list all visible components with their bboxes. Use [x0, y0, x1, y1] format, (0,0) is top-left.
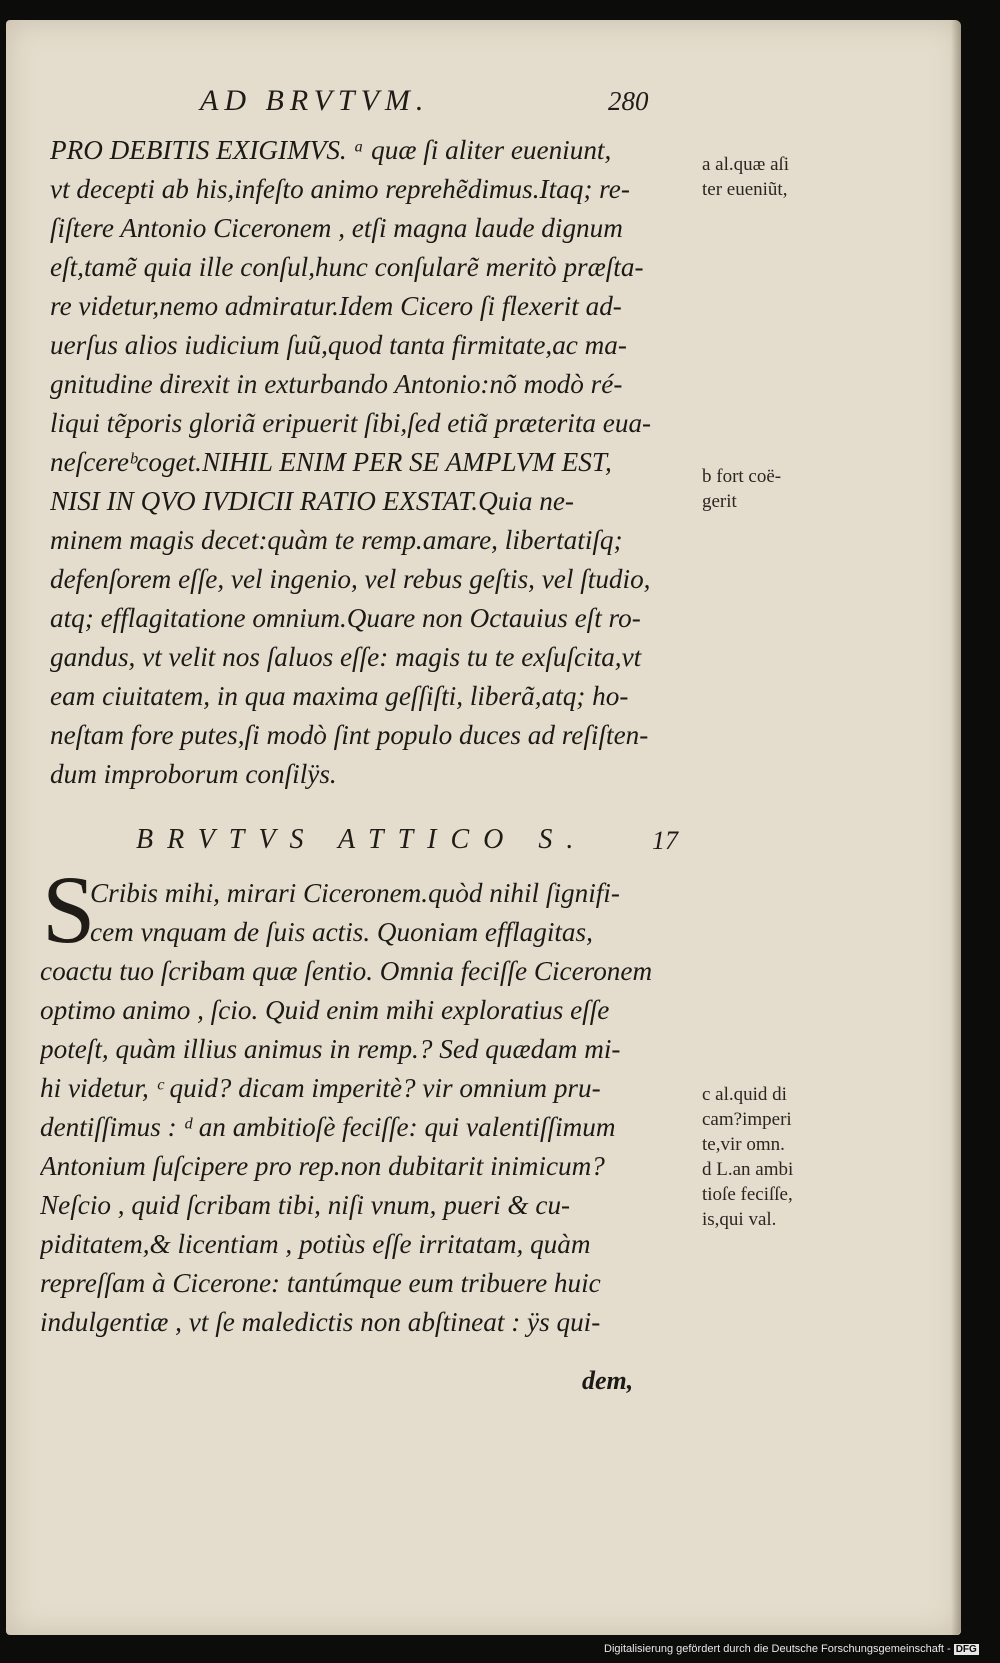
text-line: vt decepti ab his,infeſto animo reprehẽdimus.Itaq; re-: [50, 174, 630, 204]
letter-2-text: [40, 874, 685, 1342]
margin-note-a: [702, 152, 852, 202]
drop-cap: S: [42, 856, 96, 963]
dfg-logo: DFG: [955, 1644, 977, 1655]
text-line: indulgentiæ , vt ſe maledictis non abſtineat : ÿs qui-: [40, 1307, 601, 1337]
text-line: gnitudine direxit in exturbando Antonio:nõ modò ré-: [50, 369, 623, 399]
margin-note-line: ter eueniũt,: [702, 179, 788, 200]
margin-note-line: is,qui val.: [702, 1209, 777, 1230]
text-line: uerſus alios iudicium ſuũ,quod tanta firmitate,ac ma-: [50, 330, 627, 360]
text-line: eſt,tamẽ quia ille conſul,hunc conſularẽ meritò præſta-: [50, 252, 644, 282]
text-line: piditatem,& licentiam , potiùs eſſe irritatam, quàm: [40, 1229, 591, 1259]
text-line: Cribis mihi, mirari Ciceronem.quòd nihil ſignifi-: [90, 878, 620, 908]
text-line: re videtur,nemo admiratur.Idem Cicero ſi flexerit ad-: [50, 291, 622, 321]
margin-note-line: d L.an ambi: [702, 1159, 794, 1180]
text-line: minem magis decet:quàm te remp.amare, libertatiſq;: [50, 525, 623, 555]
text-line: coactu tuo ſcribam quæ ſentio. Omnia feciſſe Ciceronem: [40, 956, 653, 986]
letter-1-text: [50, 131, 695, 794]
running-head: AD BRVTVM.: [200, 84, 430, 117]
text-line: Neſcio , quid ſcribam tibi, niſi vnum, pueri & cu-: [40, 1190, 571, 1220]
text-line: poteſt, quàm illius animus in remp.? Sed quædam mi-: [40, 1034, 621, 1064]
text-line: repreſſam à Cicerone: tantúmque eum tribuere huic: [40, 1268, 601, 1298]
credit-text: Digitalisierung gefördert durch die Deutsche Forschungsgemeinschaft -: [604, 1643, 951, 1655]
text-line: optimo animo , ſcio. Quid enim mihi exploratius eſſe: [40, 995, 610, 1025]
text-line: Antonium ſuſcipere pro rep.non dubitarit inimicum?: [40, 1151, 605, 1181]
margin-note-line: a al.quæ aſi: [702, 154, 790, 175]
text-line: defenſorem eſſe, vel ingenio, vel rebus geſtis, vel ſtudio,: [50, 564, 651, 594]
margin-note-c-d: [702, 1082, 852, 1232]
text-line: PRO DEBITIS EXIGIMVS. ᵃ quæ ſi aliter eueniunt,: [50, 135, 612, 165]
text-line: dum improborum conſilÿs.: [50, 759, 337, 789]
text-line: dentiſſimus : ᵈ an ambitioſè feciſſe: qui valentiſſimum: [40, 1112, 616, 1142]
text-line: neſtam fore putes,ſi modò ſint populo duces ad reſiſten-: [50, 720, 649, 750]
margin-note-line: te,vir omn.: [702, 1134, 785, 1155]
text-line: gandus, vt velit nos ſaluos eſſe: magis tu te exſuſcita,vt: [50, 642, 642, 672]
text-line: eam ciuitatem, in qua maxima geſſiſti, liberã,atq; ho-: [50, 681, 629, 711]
text-line: liqui tẽporis gloriã eripuerit ſibi,ſed etiã præterita eua-: [50, 408, 652, 438]
page-edge-shadow: [951, 20, 961, 1635]
text-line: NISI IN QVO IVDICII RATIO EXSTAT.Quia ne-: [50, 486, 574, 516]
letter-heading: BRVTVS ATTICO S.: [136, 824, 588, 855]
page-number: 280: [608, 86, 649, 116]
margin-note-line: cam?imperi: [702, 1109, 792, 1130]
text-line: ſiſtere Antonio Ciceronem , etſi magna laude dignum: [50, 213, 623, 243]
margin-note-line: b fort coë-: [702, 466, 782, 487]
text-line: cem vnquam de ſuis actis. Quoniam efflagitas,: [90, 917, 593, 947]
catchword: dem,: [582, 1366, 634, 1395]
text-line: neſcereᵇcoget.NIHIL ENIM PER SE AMPLVM EST,: [50, 447, 612, 477]
text-line: atq; efflagitatione omnium.Quare non Octauius eſt ro-: [50, 603, 641, 633]
margin-note-line: gerit: [702, 491, 737, 512]
margin-note-line: c al.quid di: [702, 1084, 787, 1105]
text-line: hi videtur, ᶜ quid? dicam imperitè? vir omnium pru-: [40, 1073, 601, 1103]
digitization-credit: [604, 1643, 979, 1655]
margin-note-line: tioſe feciſſe,: [702, 1184, 793, 1205]
letter-number: 17: [652, 826, 678, 855]
margin-note-b: [702, 464, 852, 514]
